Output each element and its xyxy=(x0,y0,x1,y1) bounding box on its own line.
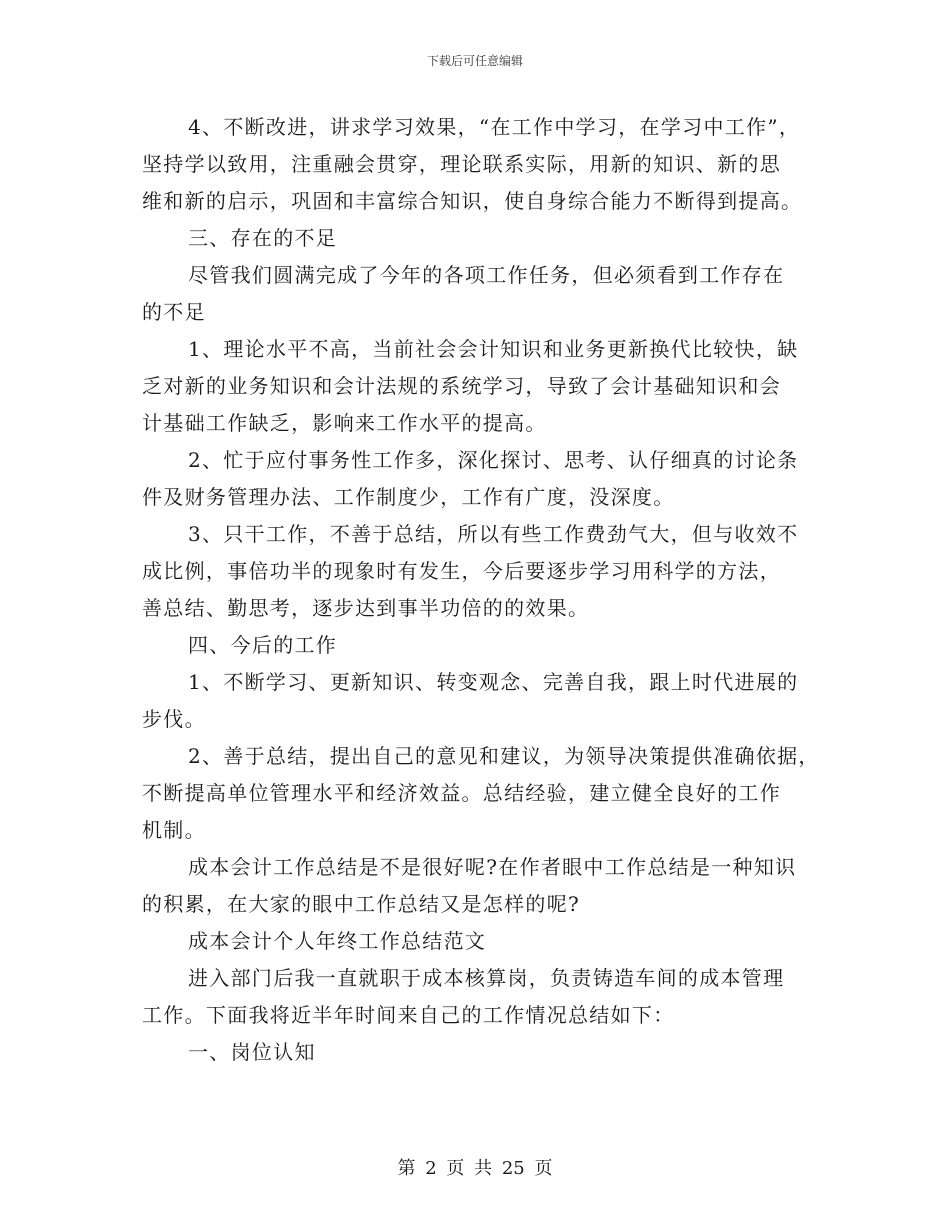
paragraph-line: 尽管我们圆满完成了今年的各项工作任务，但必须看到工作存在 xyxy=(188,263,785,287)
section-heading: 一、岗位认知 xyxy=(188,1040,316,1064)
page-header-note: 下载后可任意编辑 xyxy=(426,54,523,68)
paragraph-line: 进入部门后我一直就职于成本核算岗，负责铸造车间的成本管理 xyxy=(188,966,785,990)
paragraph-line: 乏对新的业务知识和会计法规的系统学习，导致了会计基础知识和会 xyxy=(142,374,781,398)
paragraph-line: 1、理论水平不高，当前社会会计知识和业务更新换代比较快，缺 xyxy=(188,337,799,361)
paragraph-line: 维和新的启示，巩固和丰富综合知识，使自身综合能力不断得到提高。 xyxy=(142,189,803,213)
paragraph-line: 步伐。 xyxy=(142,707,206,731)
paragraph-line: 不断提高单位管理水平和经济效益。总结经验，建立健全良好的工作 xyxy=(142,781,781,805)
paragraph-line: 工作。下面我将近半年时间来自己的工作情况总结如下： xyxy=(142,1003,675,1027)
section-heading: 四、今后的工作 xyxy=(188,633,338,657)
paragraph-line: 机制。 xyxy=(142,818,206,842)
paragraph-line: 4、不断改进，讲求学习效果，“在工作中学习，在学习中工作”， xyxy=(188,115,801,139)
paragraph-line: 1、不断学习、更新知识、转变观念、完善自我，跟上时代进展的 xyxy=(188,670,799,694)
paragraph-line: 坚持学以致用，注重融会贯穿，理论联系实际，用新的知识、新的思 xyxy=(142,152,781,176)
paragraph-line: 2、善于总结，提出自己的意见和建议，为领导决策提供准确依据， xyxy=(188,744,820,768)
paragraph-line: 件及财务管理办法、工作制度少，工作有广度，没深度。 xyxy=(142,485,675,509)
paragraph-line: 的积累，在大家的眼中工作总结又是怎样的呢? xyxy=(142,892,581,916)
paragraph-line: 善总结、勤思考，逐步达到事半功倍的的效果。 xyxy=(142,596,590,620)
paragraph-line: 2、忙于应付事务性工作多，深化探讨、思考、认仔细真的讨论条 xyxy=(188,448,799,472)
page-number: 第 2 页 共 25 页 xyxy=(397,1158,553,1179)
section-heading: 三、存在的不足 xyxy=(188,226,338,250)
paragraph-line: 计基础工作缺乏，影响来工作水平的提高。 xyxy=(142,411,547,435)
paragraph-line: 成比例，事倍功半的现象时有发生，今后要逐步学习用科学的方法， xyxy=(142,559,781,583)
document-subtitle: 成本会计个人年终工作总结范文 xyxy=(188,929,487,953)
paragraph-line: 3、只干工作，不善于总结，所以有些工作费劲气大，但与收效不 xyxy=(188,522,799,546)
paragraph-line: 的不足 xyxy=(142,300,206,324)
paragraph-line: 成本会计工作总结是不是很好呢?在作者眼中工作总结是一种知识 xyxy=(188,855,797,879)
